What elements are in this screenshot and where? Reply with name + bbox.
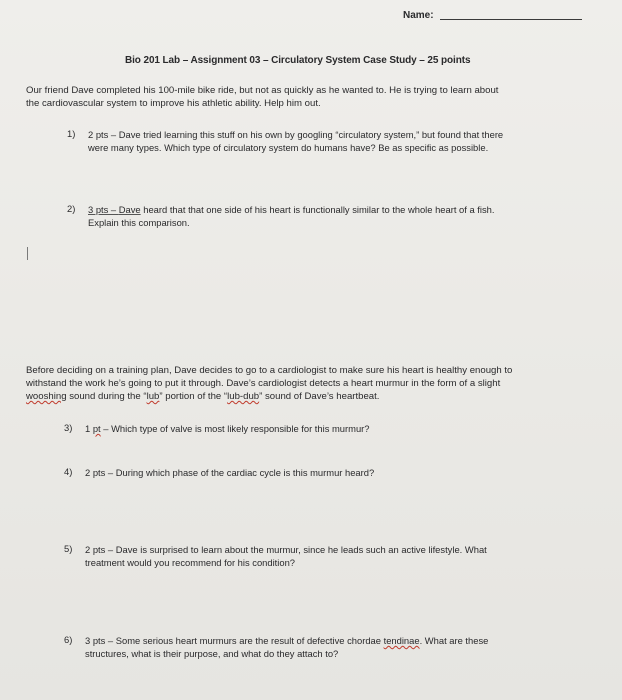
question-3-points-word: pt: [92, 423, 101, 434]
intro-line-2: the cardiovascular system to improve his athletic ability. Help him out.: [26, 98, 321, 109]
lub-word: lub: [146, 391, 160, 402]
question-6-number: 6): [64, 634, 73, 645]
question-6-text-a: 3 pts – Some serious heart murmurs are the result of defective chordae: [85, 635, 384, 646]
question-1: [88, 128, 598, 154]
question-2: [88, 203, 598, 229]
wooshing-word: wooshing: [26, 391, 67, 402]
question-1-line-2: were many types. Which type of circulatory system do humans have? Be as specific as possible.: [88, 142, 489, 153]
question-5-line-2: treatment would you recommend for his condition?: [85, 557, 296, 568]
scenario-text-b: ” portion of the “: [159, 391, 228, 402]
question-3-rest: – Which type of valve is most likely responsible for this murmur?: [100, 423, 370, 434]
scenario-paragraph: [26, 364, 596, 403]
name-label: Name:: [403, 10, 434, 21]
assignment-title: Bio 201 Lab – Assignment 03 – Circulatory System Case Study – 25 points: [125, 55, 471, 66]
question-2-line-1: [88, 203, 598, 216]
lub-dub-word: lub-dub: [227, 391, 260, 402]
name-blank-line[interactable]: [440, 19, 582, 20]
question-5-number: 5): [64, 543, 73, 554]
question-2-rest: heard that that one side of his heart is functionally similar to the whole heart of a fish.: [140, 204, 495, 215]
question-5: [85, 543, 605, 569]
question-5-line-1: 2 pts – Dave is surprised to learn about the murmur, since he leads such an active lifestyle. What: [85, 544, 487, 555]
scenario-line-1: Before deciding on a training plan, Dave decides to go to a cardiologist to make sure his heart is healthy enough to: [26, 365, 513, 376]
question-1-number: 1): [67, 128, 76, 139]
question-1-line-1: 2 pts – Dave tried learning this stuff on his own by googling “circulatory system,” but found that there: [88, 129, 504, 140]
question-2-points: 3 pts –: [88, 204, 119, 215]
scenario-text-a: sound during the “: [66, 391, 147, 402]
question-3-points-num: 1: [85, 423, 93, 434]
question-6: [85, 634, 605, 660]
intro-line-1: Our friend Dave completed his 100-mile bike ride, but not as quickly as he wanted to. He is trying to learn about: [26, 85, 499, 96]
question-6-line-2: structures, what is their purpose, and what do they attach to?: [85, 648, 339, 659]
tendinae-word: tendinae: [383, 635, 420, 646]
intro-paragraph: [26, 84, 586, 110]
question-2-name: Dave: [118, 204, 141, 215]
question-3: [85, 422, 595, 435]
question-4-number: 4): [64, 466, 73, 477]
question-2-line-2: Explain this comparison.: [88, 217, 190, 228]
scenario-text-c: ” sound of Dave’s heartbeat.: [259, 391, 380, 402]
text-cursor: [27, 247, 28, 260]
question-2-number: 2): [67, 203, 76, 214]
question-6-line-1: [85, 634, 605, 647]
scenario-line-3: [26, 390, 596, 403]
scenario-line-2: withstand the work he’s going to put it through. Dave’s cardiologist detects a heart murmur in the form of a slight: [26, 378, 501, 389]
question-4: 2 pts – During which phase of the cardiac cycle is this murmur heard?: [85, 467, 375, 478]
question-6-text-b: . What are these: [419, 635, 489, 646]
question-3-number: 3): [64, 422, 73, 433]
